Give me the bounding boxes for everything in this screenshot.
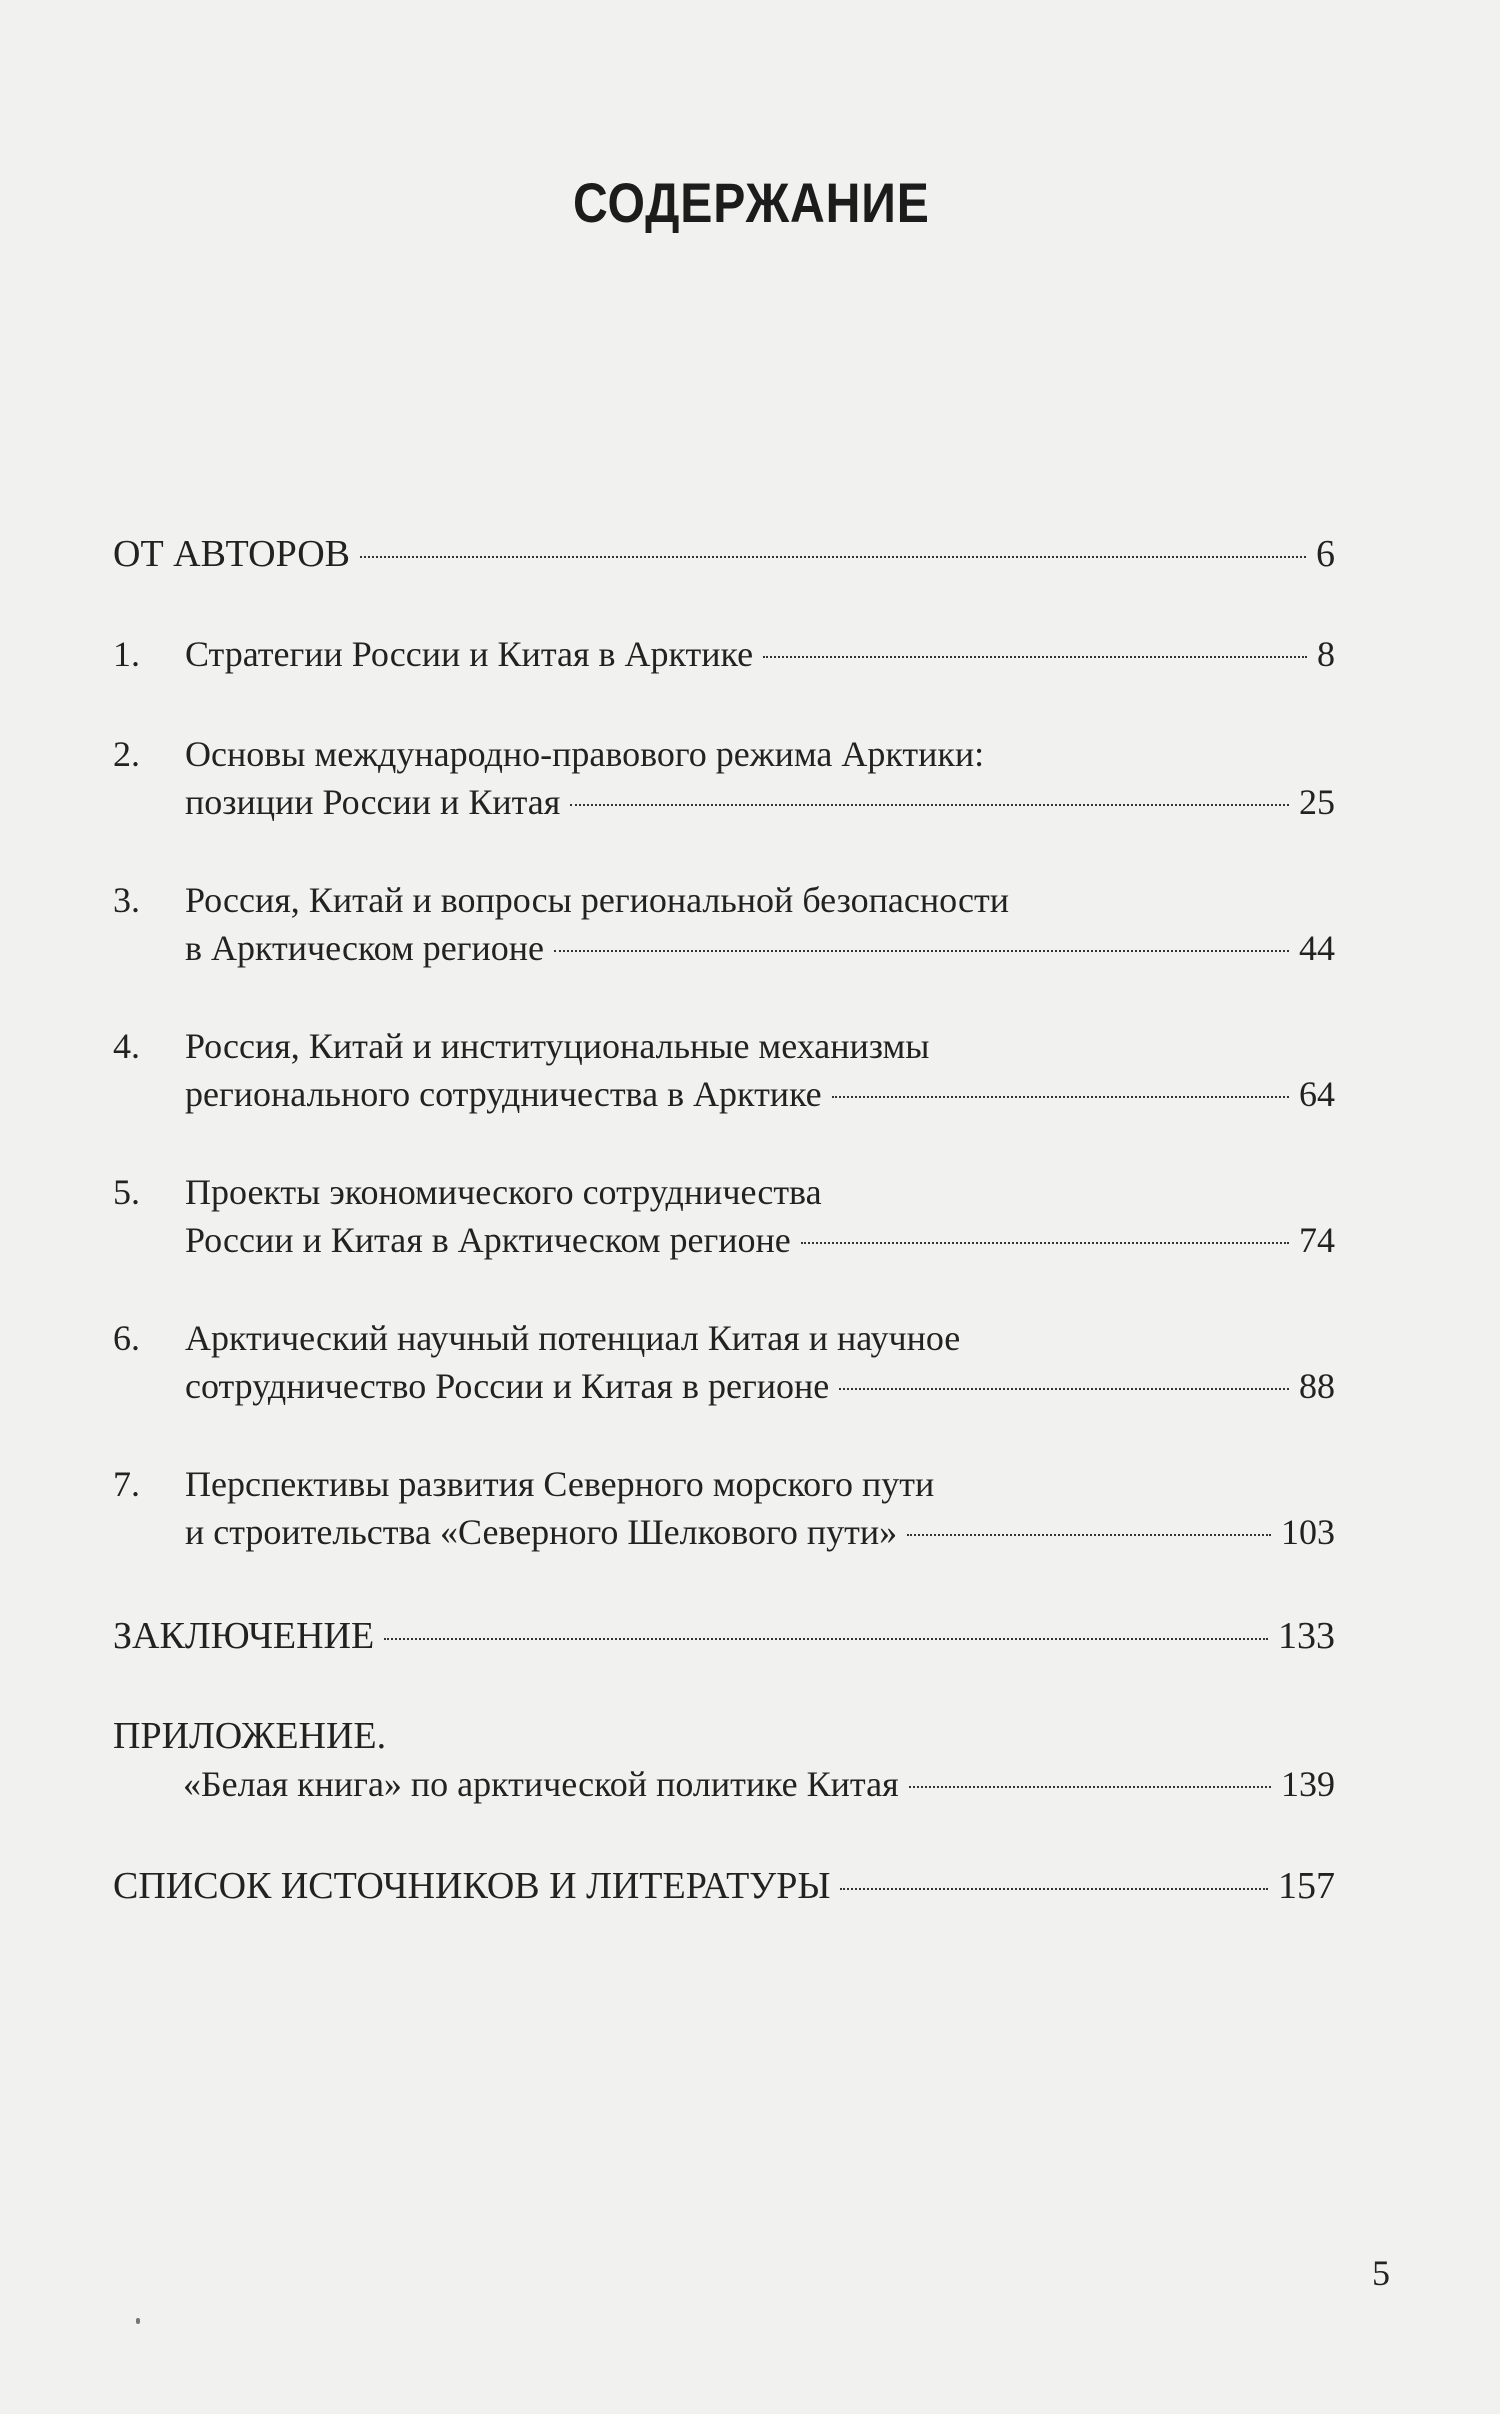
toc-entry-title-cont: сотрудничество России и Китая в регионе <box>185 1366 830 1406</box>
toc-page-number: 44 <box>1299 928 1335 968</box>
toc-entry-conclusion[interactable] <box>113 1612 1335 1660</box>
toc-entry-title-cont: в Арктическом регионе <box>185 928 544 968</box>
toc-entry-chapter-7[interactable] <box>113 1460 1335 1556</box>
toc-entry-title-cont: России и Китая в Арктическом регионе <box>185 1220 791 1260</box>
chapter-number: 6. <box>113 1318 140 1358</box>
toc-entry-title: Перспективы развития Северного морского пути <box>185 1464 935 1504</box>
toc-page-number: 88 <box>1299 1366 1335 1406</box>
leader-dots <box>832 1096 1289 1098</box>
chapter-number: 3. <box>113 880 140 920</box>
toc-page-number: 133 <box>1278 1615 1335 1657</box>
toc-entry-appendix[interactable] <box>113 1712 1335 1808</box>
toc-entry-title: Арктический научный потенциал Китая и научное <box>185 1318 961 1358</box>
toc-entry-bibliography[interactable] <box>113 1862 1335 1910</box>
toc-entry-chapter-1[interactable] <box>113 630 1335 678</box>
chapter-number: 2. <box>113 734 140 774</box>
toc-entry-title-cont: регионального сотрудничества в Арктике <box>185 1074 822 1114</box>
toc-entry-authors[interactable] <box>113 530 1335 578</box>
toc-entry-title-cont: и строительства «Северного Шелкового пути» <box>185 1512 898 1552</box>
chapter-number: 5. <box>113 1172 140 1212</box>
leader-dots <box>839 1388 1289 1390</box>
toc-entry-title: ПРИЛОЖЕНИЕ. <box>113 1715 387 1757</box>
toc-entry-title: ОТ АВТОРОВ <box>113 533 350 575</box>
page-number: 5 <box>1372 2253 1390 2293</box>
toc-page-number: 157 <box>1278 1865 1335 1907</box>
leader-dots <box>360 556 1306 558</box>
chapter-number: 1. <box>113 634 140 674</box>
leader-dots <box>384 1638 1268 1640</box>
leader-dots <box>801 1242 1289 1244</box>
toc-entry-title: СПИСОК ИСТОЧНИКОВ И ЛИТЕРАТУРЫ <box>113 1865 831 1907</box>
toc-entry-chapter-4[interactable] <box>113 1022 1335 1118</box>
toc-page-number: 8 <box>1317 634 1335 674</box>
toc-entry-title: Россия, Китай и институциональные механизмы <box>185 1026 930 1066</box>
page-title: СОДЕРЖАНИЕ <box>573 171 930 234</box>
toc-page-number: 64 <box>1299 1074 1335 1114</box>
toc-entry-chapter-2[interactable] <box>113 730 1335 826</box>
leader-dots <box>554 950 1289 952</box>
toc-entry-chapter-5[interactable] <box>113 1168 1335 1264</box>
toc-entry-title: Основы международно-правового режима Арктики: <box>185 734 985 774</box>
toc-page-number: 103 <box>1281 1512 1335 1552</box>
paper-speck <box>136 2318 140 2324</box>
toc-entry-chapter-3[interactable] <box>113 876 1335 972</box>
toc-page-number: 74 <box>1299 1220 1335 1260</box>
toc-entry-chapter-6[interactable] <box>113 1314 1335 1410</box>
toc-page-number: 25 <box>1299 782 1335 822</box>
leader-dots <box>763 656 1307 658</box>
toc-page-number: 139 <box>1281 1764 1335 1804</box>
leader-dots <box>907 1534 1271 1536</box>
toc-entry-title: ЗАКЛЮЧЕНИЕ <box>113 1615 375 1657</box>
toc-entry-title-cont: позиции России и Китая <box>185 782 561 822</box>
chapter-number: 4. <box>113 1026 140 1066</box>
toc-entry-subtitle: «Белая книга» по арктической политике Китая <box>183 1764 899 1804</box>
toc-entry-title: Стратегии России и Китая в Арктике <box>185 634 754 674</box>
chapter-number: 7. <box>113 1464 140 1504</box>
leader-dots <box>909 1786 1271 1788</box>
toc-entry-title: Россия, Китай и вопросы региональной безопасности <box>185 880 1009 920</box>
leader-dots <box>570 804 1289 806</box>
toc-page-number: 6 <box>1316 533 1335 575</box>
toc-entry-title: Проекты экономического сотрудничества <box>185 1172 822 1212</box>
leader-dots <box>840 1888 1268 1890</box>
